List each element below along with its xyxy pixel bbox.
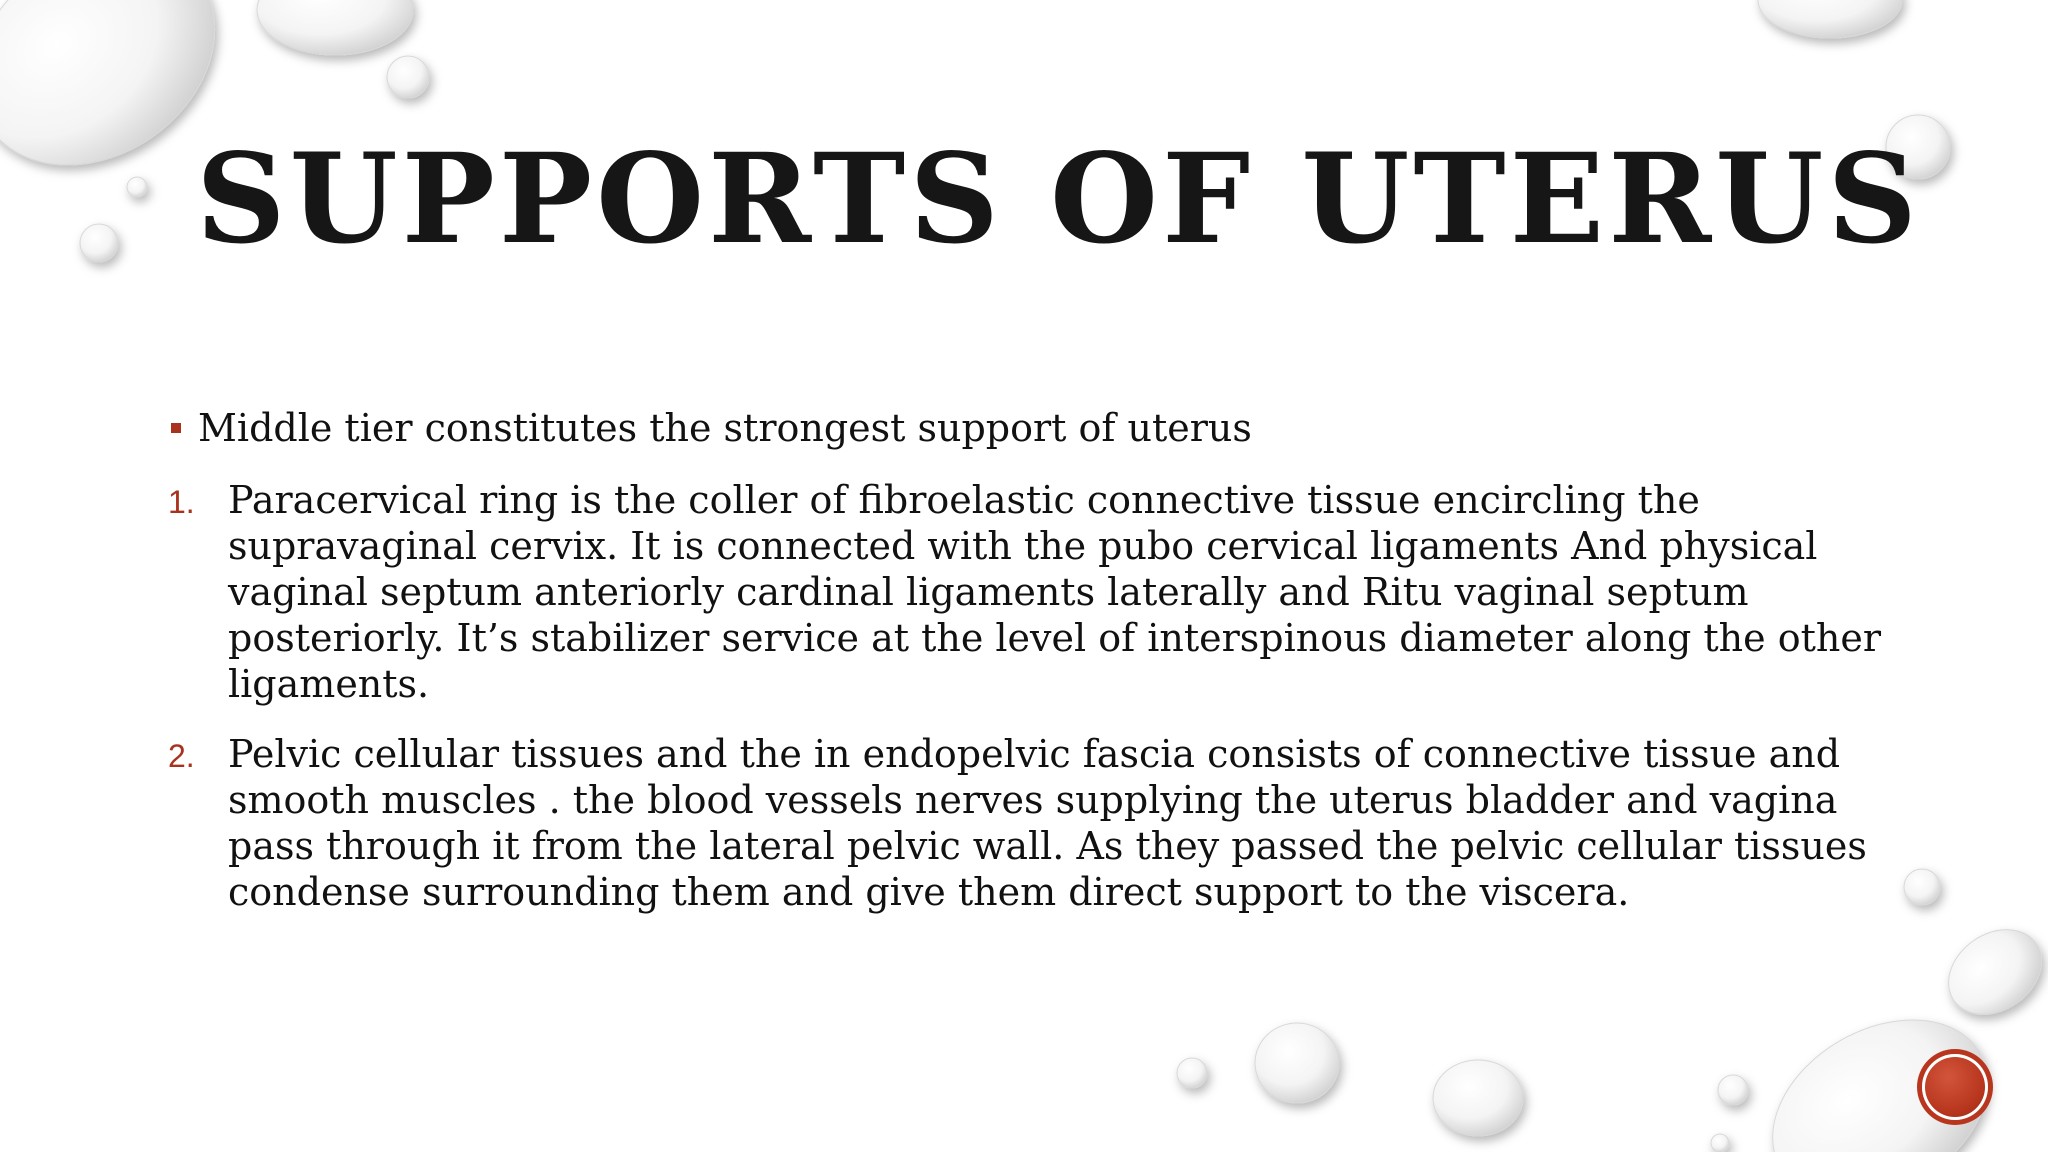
water-drop — [387, 56, 429, 98]
water-drop — [1255, 1023, 1339, 1103]
slide-body — [166, 405, 1886, 939]
water-drop — [1904, 869, 1940, 905]
slide-title: SUPPORTS OF UTERUS — [196, 127, 1921, 272]
slide-number-badge — [1922, 1054, 1988, 1120]
water-drop — [1433, 1060, 1523, 1136]
item-number: 1. — [168, 484, 195, 520]
water-drop — [127, 177, 147, 197]
water-drop — [1718, 1075, 1748, 1105]
water-drop — [1711, 1134, 1729, 1152]
square-bullet-icon — [171, 423, 181, 433]
water-drop — [1758, 0, 1902, 38]
water-drop — [80, 224, 118, 262]
water-drop — [257, 0, 413, 55]
item-text: Pelvic cellular tissues and the in endopelvic fascia consists of connective tissue and smooth muscles . the blood vessels nerves supplying the uterus bladder and vagina pass through it from the lateral pelvic wall. As they passed the pelvic cellular tissues condense surrounding them and give them direct support to the viscera. — [228, 732, 1867, 914]
water-drop — [1177, 1058, 1207, 1088]
bullet-text: Middle tier constitutes the strongest support of uterus — [198, 406, 1252, 450]
numbered-item — [166, 477, 1886, 707]
item-text: Paracervical ring is the coller of fibroelastic connective tissue encircling the supravaginal cervix. It is connected with the pubo cervical ligaments And physical vaginal septum anteriorly cardinal ligaments laterally and Ritu vaginal septum posteriorly. It’s stabilizer service at the level of interspinous diameter along the other ligaments. — [228, 478, 1881, 706]
bullet-item — [166, 405, 1886, 451]
item-number: 2. — [168, 738, 195, 774]
water-drop — [1932, 912, 2048, 1032]
numbered-item — [166, 731, 1886, 915]
